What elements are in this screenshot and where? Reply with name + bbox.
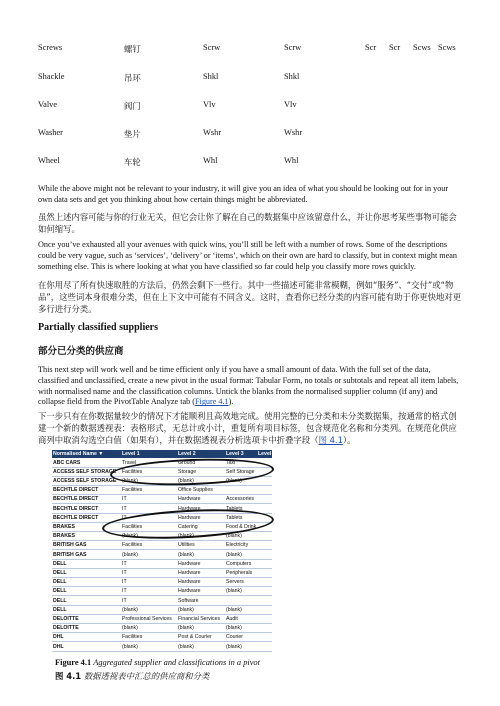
figure-caption: [55, 658, 260, 667]
pivot-cell-level1: IT: [122, 514, 127, 521]
abbr-cell: Shkl: [284, 72, 300, 81]
pivot-cell-level3: Self Storage: [226, 468, 255, 475]
pivot-cell-level2: Hardware: [178, 560, 201, 567]
pivot-cell-level1: (blank): [122, 477, 138, 484]
term-zh-cell: 螺钉: [124, 44, 141, 54]
pivot-cell-level2: Utilities: [178, 542, 195, 549]
pivot-cell-name: DELL: [53, 560, 67, 567]
pivot-cell-level3: (blank): [226, 588, 242, 595]
pivot-cell-level1: IT: [122, 496, 127, 503]
pivot-row: [52, 495, 272, 504]
paragraph-1: While the above might not be relevant to your industry, it will give you an idea of what you should be looking out for in your own data sets and get you thinking about how certain things might be abbreviated.: [38, 184, 449, 204]
pivot-cell-level1: IT: [122, 505, 127, 512]
pivot-cell-level1: IT: [122, 597, 127, 604]
pivot-cell-name: DELOITTE: [53, 615, 79, 622]
pivot-cell-level3: Accessories: [226, 496, 254, 503]
pivot-cell-name: BECHTLE DIRECT: [53, 487, 99, 494]
pivot-cell-level2: (blank): [178, 625, 194, 632]
pivot-cell-level1: Facilities: [122, 468, 143, 475]
abbr-cell: Shkl: [203, 72, 219, 81]
pivot-cell-level3: (blank): [226, 533, 242, 540]
abbr-cell: Scws: [438, 43, 456, 52]
pivot-cell-name: BRITISH GAS: [53, 551, 87, 558]
term-cell: Valve: [38, 100, 58, 109]
pivot-row: [52, 633, 272, 642]
abbr-cell: Whl: [284, 156, 299, 165]
pivot-cell-level1: (blank): [122, 606, 138, 613]
pivot-cell-level2: Financial Services: [178, 615, 221, 622]
pivot-cell-level2: Hardware: [178, 569, 201, 576]
pivot-cell-level1: Facilities: [122, 487, 143, 494]
pivot-row: [52, 624, 272, 633]
pivot-cell-name: DELOITTE: [53, 625, 79, 632]
table-row: [0, 97, 500, 117]
pivot-cell-level3: (blank): [226, 625, 242, 632]
pivot-cell-level2: Post & Courier: [178, 634, 212, 641]
pivot-table-figure: [52, 450, 276, 653]
pivot-cell-name: BECHTLE DIRECT: [53, 514, 99, 521]
pivot-cell-level2: Hardware: [178, 514, 201, 521]
paragraph-3: [38, 365, 462, 408]
pivot-cell-level1: (blank): [122, 643, 138, 650]
pivot-header-row: [52, 450, 276, 458]
figure-caption-zh-label: 图 4.1: [55, 671, 82, 681]
pivot-row: [52, 615, 272, 624]
figure-caption-zh: [55, 670, 209, 682]
abbr-cell: Scr: [389, 43, 401, 52]
paragraph-3-zh: [38, 410, 462, 446]
term-cell: Screws: [38, 43, 63, 52]
pivot-cell-level3: Food & Drink: [226, 523, 257, 530]
pivot-cell-level2: Catering: [178, 523, 198, 530]
pivot-header-level3: Level 3: [226, 451, 244, 457]
abbr-cell: Scr: [365, 43, 377, 52]
section-heading: Partially classified suppliers: [38, 322, 158, 333]
table-row: [0, 69, 500, 89]
table-row: [0, 153, 500, 173]
figure-caption-text: Aggregated supplier and classifications in a pivot: [93, 658, 260, 667]
pivot-cell-name: DELL: [53, 579, 67, 586]
pivot-cell-name: DELL: [53, 569, 67, 576]
pivot-cell-level2: Software: [178, 597, 199, 604]
pivot-cell-name: BECHTLE DIRECT: [53, 505, 99, 512]
paragraph-1-zh: 虽然上述内容可能与你的行业无关，但它会让你了解在自己的数据集中应该留意什么，并让你思考某些事物可能会如何缩写。: [38, 212, 457, 234]
section-heading-zh: 部分已分类的供应商: [38, 346, 124, 357]
pivot-row: [52, 578, 272, 587]
abbr-cell: Wshr: [203, 128, 222, 137]
abbr-cell: Wshr: [284, 128, 303, 137]
pivot-cell-level1: Facilities: [122, 523, 143, 530]
pivot-cell-level1: IT: [122, 588, 127, 595]
pivot-cell-name: DELL: [53, 597, 67, 604]
pivot-cell-level2: Storage: [178, 468, 197, 475]
figure-caption-label: Figure 4.1: [55, 658, 92, 667]
pivot-cell-level3: Tablets: [226, 514, 243, 521]
pivot-cell-name: DELL: [53, 588, 67, 595]
pivot-cell-level2: (blank): [178, 606, 194, 613]
abbr-cell: Vlv: [203, 100, 216, 109]
pivot-cell-level3: (blank): [226, 477, 242, 484]
figure-link[interactable]: Figure 4.1: [194, 397, 229, 407]
term-zh-cell: 阀门: [124, 101, 141, 111]
pivot-cell-name: DELL: [53, 606, 67, 613]
pivot-cell-level1: (blank): [122, 551, 138, 558]
pivot-header-level4: Level 4: [258, 451, 276, 457]
pivot-cell-level2: (blank): [178, 477, 194, 484]
pivot-cell-name: DHL: [53, 643, 64, 650]
pivot-cell-level1: Facilities: [122, 634, 143, 641]
pivot-cell-level3: (blank): [226, 643, 242, 650]
abbr-cell: Whl: [203, 156, 218, 165]
table-row: [0, 125, 500, 145]
pivot-cell-level2: Hardware: [178, 579, 201, 586]
pivot-cell-level2: Ground: [178, 459, 196, 466]
pivot-cell-level3: Peripherals: [226, 569, 253, 576]
term-zh-cell: 吊环: [124, 73, 141, 83]
pivot-cell-level3: Servers: [226, 579, 244, 586]
pivot-cell-name: ACCESS SELF STORAGE: [53, 468, 117, 475]
pivot-cell-level1: IT: [122, 569, 127, 576]
figure-link-zh[interactable]: 图 4.1: [318, 435, 343, 445]
pivot-cell-level2: Hardware: [178, 505, 201, 512]
abbr-cell: Scrw: [284, 43, 302, 52]
pivot-cell-level1: Facilities: [122, 542, 143, 549]
pivot-cell-level1: (blank): [122, 625, 138, 632]
pivot-cell-name: BRAKES: [53, 533, 75, 540]
pivot-cell-level1: (blank): [122, 533, 138, 540]
abbr-cell: Vlv: [284, 100, 297, 109]
pivot-row: [52, 643, 272, 652]
pivot-row: [52, 606, 272, 615]
term-cell: Wheel: [38, 156, 60, 165]
abbr-cell: Scws: [413, 43, 431, 52]
pivot-cell-level3: Electricity: [226, 542, 249, 549]
paragraph-2: Once you’ve exhausted all your avenues with quick wins, you’ll still be left with a number of rows. Some of the descriptions could be very vague, such as ‘services’, ‘delivery’ or ‘items’, which on their own are hard to classify, but in context might mean something else. This is where looking at what you have classified so far could help you classify more rows quickly.: [38, 240, 458, 271]
paragraph-3-end: ).: [228, 397, 234, 407]
figure-caption-zh-text: 数据透视表中汇总的供应商和分类: [83, 671, 210, 681]
table-row: [0, 40, 500, 60]
term-zh-cell: 车轮: [124, 157, 141, 167]
pivot-cell-name: BRAKES: [53, 523, 75, 530]
paragraph-3-zh-text: 下一步只有在你数据量较少的情况下才能顺利且高效地完成。使用完整的已分类和未分类数据集，按通常的格式创建一个新的数据透视表：表格形式，无总计或小计，重复所有项目标签，包含规范化名称和分类列。在规范化供应商列中取消勾选空白值（如果有），并在数据透视表分析选项卡中折叠字段（: [38, 411, 457, 445]
pivot-cell-level1: IT: [122, 560, 127, 567]
pivot-row: [52, 486, 272, 495]
pivot-cell-level3: Computers: [226, 560, 252, 567]
pivot-cell-name: ACCESS SELF STORAGE: [53, 477, 117, 484]
pivot-cell-level2: (blank): [178, 551, 194, 558]
pivot-header-level1: Level 1: [122, 451, 140, 457]
pivot-cell-name: DHL: [53, 634, 64, 641]
pivot-row: [52, 587, 272, 596]
pivot-cell-level2: (blank): [178, 533, 194, 540]
pivot-header-level2: Level 2: [178, 451, 196, 457]
pivot-cell-name: ABC CARS: [53, 459, 81, 466]
pivot-cell-level2: Hardware: [178, 496, 201, 503]
pivot-row: [52, 560, 272, 569]
pivot-cell-name: BRITISH GAS: [53, 542, 87, 549]
paragraph-2-zh: 在你用尽了所有快速取胜的方法后，仍然会剩下一些行。其中一些描述可能非常模糊，例如“服务”、“交付”或“物品”，这些词本身很难分类，但在上下文中可能有不同含义。这时，查看你已经分类的内容可能有助于你更快地对更多行进行分类。: [38, 280, 462, 314]
term-cell: Washer: [38, 128, 63, 137]
paragraph-3-zh-end: ）。: [342, 435, 356, 445]
pivot-cell-level1: IT: [122, 579, 127, 586]
pivot-row: [52, 551, 272, 560]
pivot-cell-level1: Professional Services: [122, 615, 172, 622]
pivot-cell-level3: Courier: [226, 634, 244, 641]
abbr-cell: Scrw: [203, 43, 221, 52]
pivot-cell-level3: (blank): [226, 606, 242, 613]
pivot-cell-level2: (blank): [178, 643, 194, 650]
pivot-cell-level3: Audit: [226, 615, 238, 622]
term-zh-cell: 垫片: [124, 129, 141, 139]
paragraph-3-text: This next step will work well and be time efficient only if you have a small amount of data. With the full set of the data, classified and unclassified, create a new pivot in the usual format: Tabular Form, no totals or subtotals and repeat all item labels, with normalised name and the classification columns. Untick the blanks from the normalised supplier column (if any) and collapse field from the PivotTable Analyze tab (: [38, 365, 459, 407]
pivot-cell-level2: Office Supplies: [178, 487, 213, 494]
pivot-row: [52, 597, 272, 606]
pivot-cell-name: BECHTLE DIRECT: [53, 496, 99, 503]
pivot-cell-level3: (blank): [226, 551, 242, 558]
term-cell: Shackle: [38, 72, 65, 81]
pivot-row: [52, 569, 272, 578]
pivot-cell-level3: Tablets: [226, 505, 243, 512]
pivot-cell-level2: Hardware: [178, 588, 201, 595]
pivot-cell-level3: Taxi: [226, 459, 236, 466]
pivot-row: [52, 541, 272, 550]
pivot-cell-level1: Travel: [122, 459, 137, 466]
pivot-header-name: Normalised Name ▼: [53, 451, 104, 457]
